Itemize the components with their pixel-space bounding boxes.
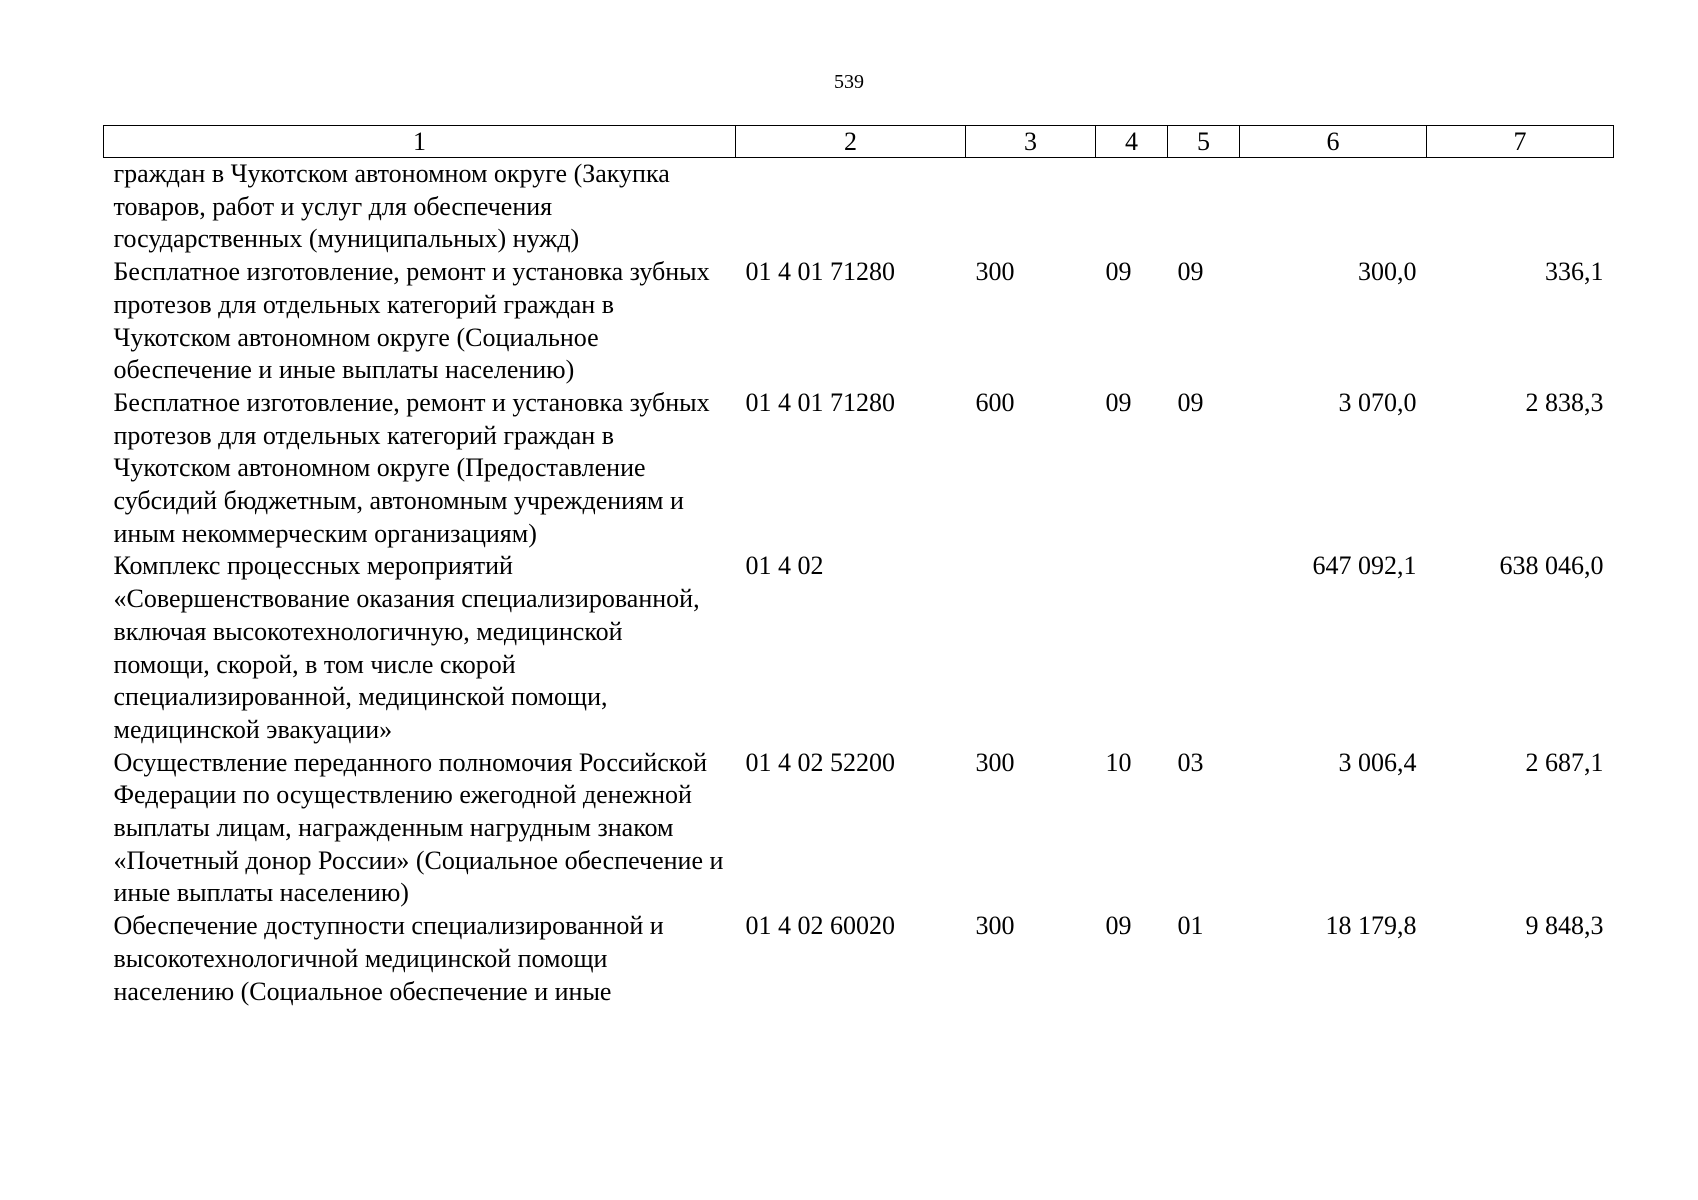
table-header — [104, 126, 1614, 158]
row-program-code: 01 4 01 71280 — [745, 257, 895, 287]
row-subsection: 09 — [1177, 257, 1204, 287]
row-program-code — [736, 158, 966, 257]
row-amount-1 — [1240, 158, 1427, 257]
row-amount-2: 2 838,3 — [1525, 387, 1604, 417]
column-header-3: 3 — [966, 126, 1096, 158]
row-amount-2: 638 046,0 — [1499, 551, 1604, 581]
row-subsection — [1168, 158, 1240, 257]
row-amount-1: 3 070,0 — [1338, 387, 1417, 417]
row-section — [1096, 158, 1168, 257]
column-header-4: 4 — [1096, 126, 1168, 158]
row-expense-type: 300 — [975, 747, 1015, 777]
row-name: Бесплатное изготовление, ремонт и установка зубных протезов для отдельных категорий граждан в Чукотском автономном округе (Социальное обеспечение и иные выплаты населению) — [113, 257, 710, 385]
table-row — [104, 910, 1614, 1008]
row-amount-1: 18 179,8 — [1325, 911, 1417, 941]
row-name: граждан в Чукотском автономном округе (Закупка товаров, работ и услуг для обеспечения государственных (муниципальных) нужд) — [113, 159, 670, 254]
table-row — [104, 387, 1614, 551]
row-name: Бесплатное изготовление, ремонт и установка зубных протезов для отдельных категорий граждан в Чукотском автономном округе (Предоставление субсидий бюджетным, автономным учреждениям и иным некоммерческим организациям) — [113, 387, 710, 548]
table-row — [104, 550, 1614, 746]
row-amount-1: 647 092,1 — [1312, 551, 1417, 581]
row-name: Комплекс процессных мероприятий «Совершенствование оказания специализированной, включая высокотехнологичную, медицинской помощи, скорой, в том числе скорой специализированной, медицинской помощи, медицинской эвакуации» — [113, 551, 700, 744]
table-row — [104, 747, 1614, 911]
row-amount-2: 336,1 — [1545, 257, 1604, 287]
row-expense-type: 300 — [975, 257, 1015, 287]
row-amount-1: 3 006,4 — [1338, 747, 1417, 777]
row-section: 09 — [1105, 387, 1132, 417]
row-program-code: 01 4 02 52200 — [745, 747, 895, 777]
row-subsection — [1168, 550, 1240, 746]
row-subsection: 09 — [1177, 387, 1204, 417]
row-amount-1: 300,0 — [1358, 257, 1417, 287]
row-section: 10 — [1105, 747, 1132, 777]
column-header-5: 5 — [1168, 126, 1240, 158]
row-program-code: 01 4 02 — [745, 551, 824, 581]
page-number: 539 — [834, 71, 864, 93]
row-amount-2: 2 687,1 — [1525, 747, 1604, 777]
row-section: 09 — [1105, 911, 1132, 941]
row-amount-2 — [1427, 158, 1614, 257]
table-row — [104, 256, 1614, 387]
row-expense-type — [966, 158, 1096, 257]
row-program-code: 01 4 02 60020 — [745, 911, 895, 941]
row-expense-type — [966, 550, 1096, 746]
column-header-7: 7 — [1427, 126, 1614, 158]
column-header-6: 6 — [1240, 126, 1427, 158]
row-subsection: 01 — [1177, 911, 1204, 941]
column-header-1: 1 — [104, 126, 736, 158]
row-section — [1096, 550, 1168, 746]
row-name: Обеспечение доступности специализированной и высокотехнологичной медицинской помощи населению (Социальное обеспечение и иные — [113, 911, 664, 1006]
row-expense-type: 300 — [975, 911, 1015, 941]
column-header-2: 2 — [736, 126, 966, 158]
budget-table — [103, 125, 1614, 1008]
row-expense-type: 600 — [975, 387, 1015, 417]
row-section: 09 — [1105, 257, 1132, 287]
row-amount-2: 9 848,3 — [1525, 911, 1604, 941]
table-header-row — [104, 126, 1614, 158]
table-body — [104, 158, 1614, 1009]
row-subsection: 03 — [1177, 747, 1204, 777]
row-name: Осуществление переданного полномочия Российской Федерации по осуществлению ежегодной денежной выплаты лицам, награжденным нагрудным знаком «Почетный донор России» (Социальное обеспечение и иные выплаты населению) — [113, 747, 724, 908]
table-row — [104, 158, 1614, 257]
row-program-code: 01 4 01 71280 — [745, 387, 895, 417]
